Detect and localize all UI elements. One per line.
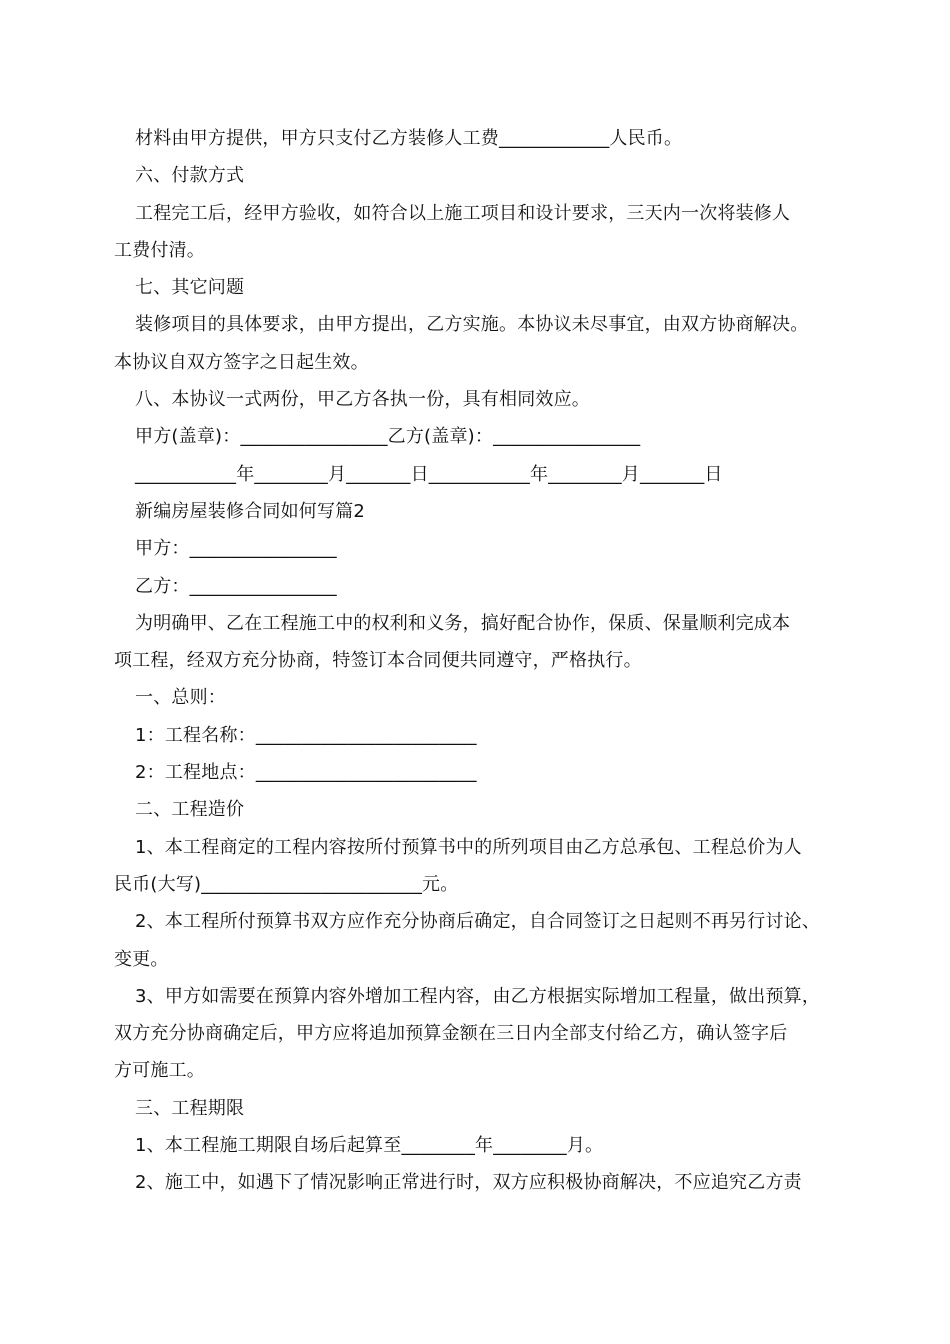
date-line: ___________年________月_______日___________年________月_______日 (135, 463, 723, 485)
paragraph-line: 装修项目的具体要求，由甲方提出，乙方实施。本协议未尽事宜，由双方协商解决。 (135, 314, 809, 336)
section-heading: 三、工程期限 (135, 1097, 245, 1119)
paragraph-line: 工费付清。 (114, 239, 205, 261)
paragraph-line: 八、本协议一式两份，甲乙方各执一份，具有相同效应。 (135, 389, 590, 411)
section-heading: 七、其它问题 (135, 277, 245, 299)
signature-line: 甲方(盖章)：________________乙方(盖章)：________________ (135, 426, 641, 448)
paragraph-line: 1、本工程施工期限自场后起算至________年________月。 (135, 1135, 604, 1157)
party-b-line: 乙方：________________ (135, 575, 337, 597)
paragraph-line: 2、本工程所付预算书双方应作充分协商后确定，自合同签订之日起则不再另行讨论、 (135, 911, 821, 933)
project-location-line: 2：工程地点：________________________ (135, 762, 477, 784)
section-heading: 二、工程造价 (135, 799, 245, 821)
paragraph-line: 民币(大写)________________________元。 (114, 873, 459, 895)
paragraph-line: 3、甲方如需要在预算内容外增加工程内容，由乙方根据实际增加工程量，做出预算， (135, 985, 821, 1007)
paragraph-line: 项工程，经双方充分协商，特签订本合同便共同遵守，严格执行。 (114, 650, 642, 672)
paragraph-line: 为明确甲、乙在工程施工中的权利和义务，搞好配合协作，保质、保量顺利完成本 (135, 612, 791, 634)
section-heading: 一、总则： (135, 687, 226, 709)
paragraph-line: 材料由甲方提供，甲方只支付乙方装修人工费____________人民币。 (135, 128, 683, 149)
document-title: 新编房屋装修合同如何写篇2 (135, 500, 366, 522)
paragraph-line: 双方充分协商确定后，甲方应将追加预算金额在三日内全部支付给乙方，确认签字后 (114, 1023, 788, 1045)
paragraph-line: 1、本工程商定的工程内容按所付预算书中的所列项目由乙方总承包、工程总价为人 (135, 836, 802, 858)
paragraph-line: 变更。 (114, 948, 169, 970)
paragraph-line: 2、施工中，如遇下了情况影响正常进行时，双方应积极协商解决，不应追究乙方责 (135, 1172, 802, 1194)
paragraph-line: 工程完工后，经甲方验收，如符合以上施工项目和设计要求，三天内一次将装修人 (135, 202, 791, 224)
section-heading: 六、付款方式 (135, 165, 245, 187)
party-a-line: 甲方：________________ (135, 538, 337, 560)
paragraph-line: 方可施工。 (114, 1060, 205, 1082)
paragraph-line: 本协议自双方签字之日起生效。 (114, 351, 369, 373)
project-name-line: 1：工程名称：________________________ (135, 724, 477, 746)
